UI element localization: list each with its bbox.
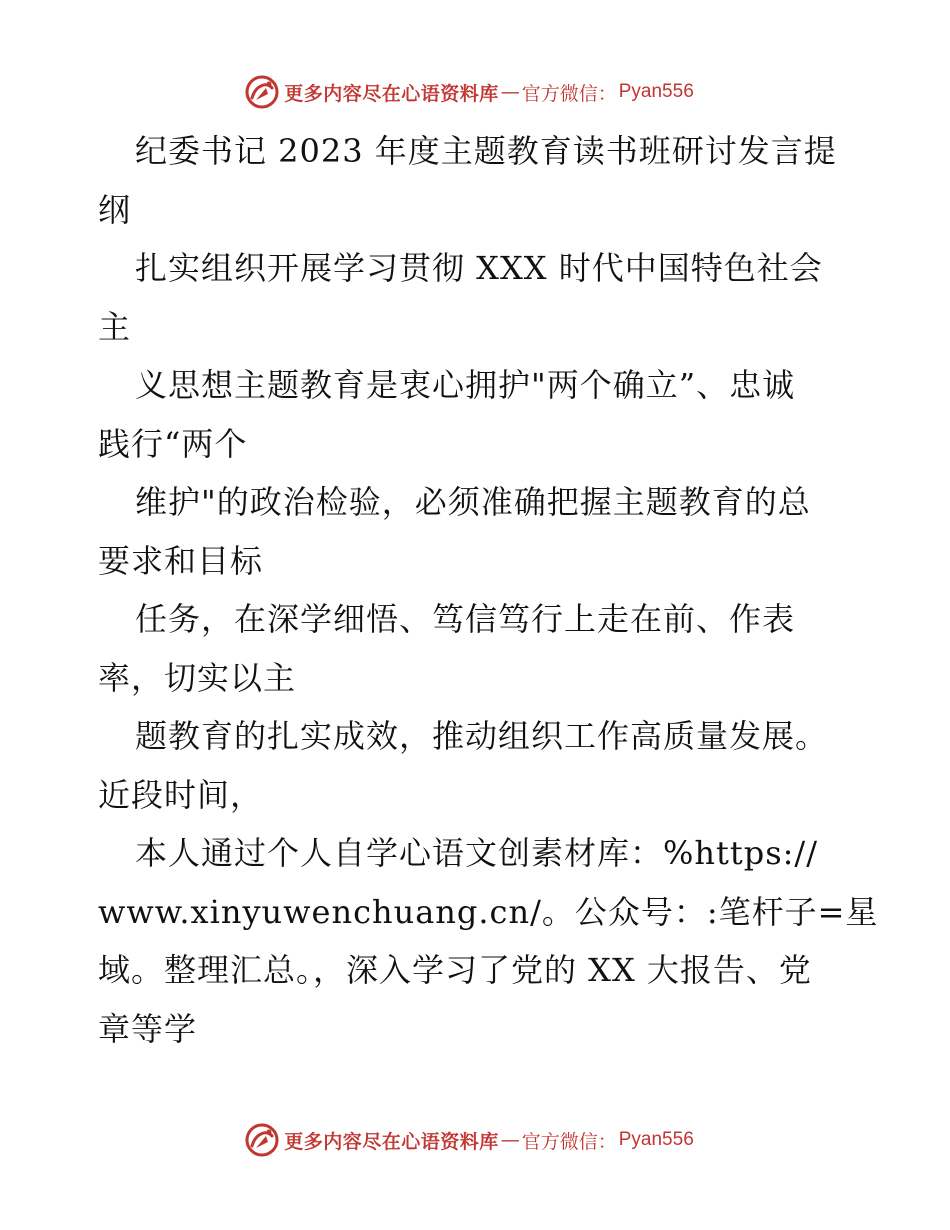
text-line: 纪委书记 2023 年度主题教育读书班研讨发言提 (135, 132, 837, 170)
text-line: 率，切实以主 (98, 658, 297, 697)
header-watermark-banner (0, 72, 950, 112)
text-line: 扎实组织开展学习贯彻 XXX 时代中国特色社会 (135, 249, 823, 287)
text-line: 维护"的政治检验，必须准确把握主题教育的总 (135, 483, 811, 521)
text-line: 章等学 (98, 1009, 198, 1048)
text-line: 义思想主题教育是衷心拥护"两个确立”、忠诚 (135, 366, 796, 404)
document-body (98, 122, 879, 1058)
banner-main-text: 更多内容尽在心语资料库 (284, 1130, 499, 1153)
banner-sub-text: 官方微信： (521, 1130, 617, 1153)
text-line: 题教育的扎实成效，推动组织工作高质量发展。 (135, 717, 829, 755)
text-line: 本人通过个人自学心语文创素材库：%https:// (135, 834, 818, 872)
footer-watermark-banner (0, 1120, 950, 1160)
text-line: 要求和目标 (98, 541, 264, 580)
red-swirl-logo-icon (244, 74, 280, 110)
banner-wechat-id: Pyan556 (618, 81, 694, 102)
text-line: 践行“两个 (98, 424, 248, 463)
text-line: www.xinyuwenchuang.cn/。公众号：:笔杆子=星 (98, 892, 879, 931)
text-line: 近段时间， (98, 775, 264, 814)
red-swirl-logo-icon (244, 1122, 280, 1158)
banner-separator: — (500, 81, 520, 103)
banner-main-text: 更多内容尽在心语资料库 (284, 82, 499, 105)
text-line: 任务，在深学细悟、笃信笃行上走在前、作表 (135, 600, 796, 638)
banner-wechat-id: Pyan556 (618, 1129, 694, 1150)
text-line: 域。整理汇总。，深入学习了党的 XX 大报告、党 (98, 951, 812, 989)
text-line: 主 (98, 307, 132, 346)
banner-sub-text: 官方微信： (521, 82, 617, 105)
banner-separator: — (500, 1129, 520, 1151)
text-line: 纲 (98, 190, 132, 229)
